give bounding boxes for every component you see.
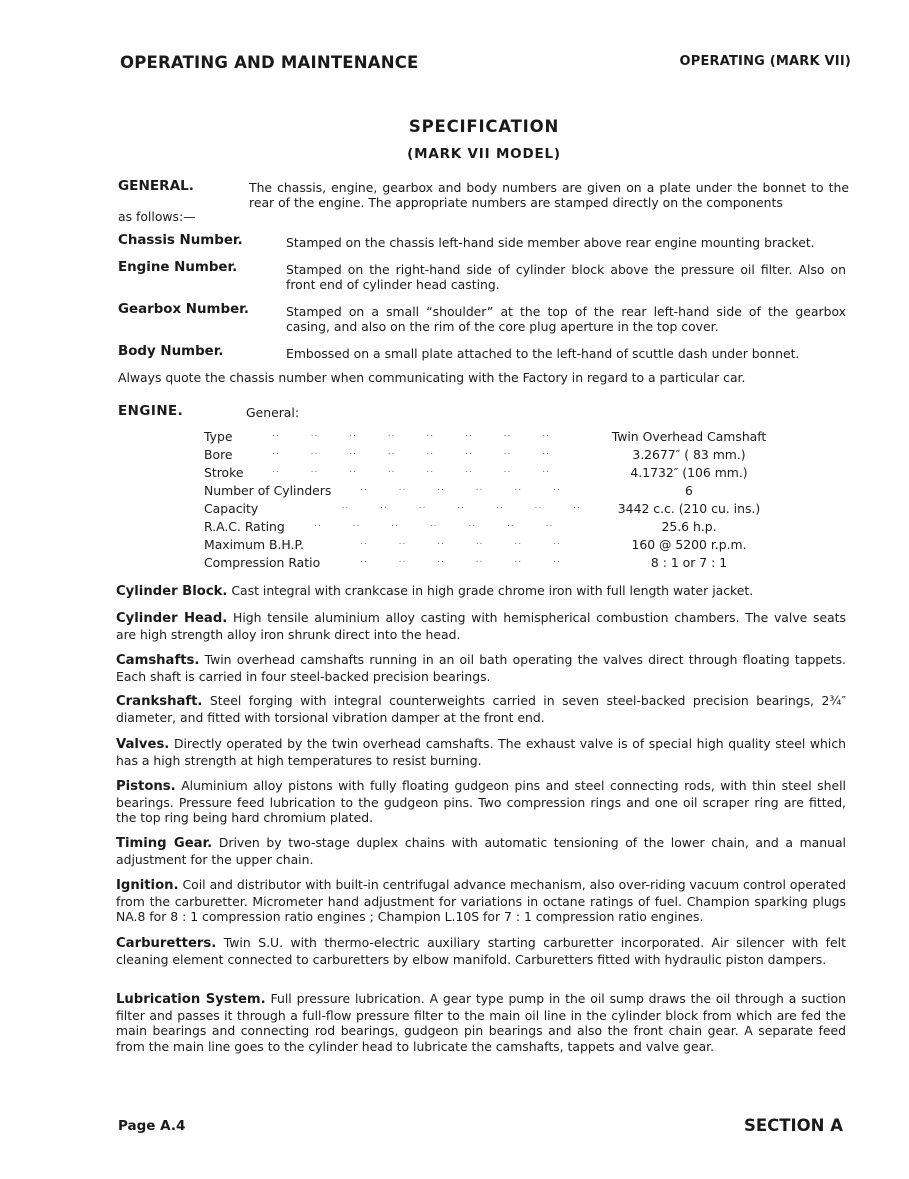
general-heading: GENERAL. xyxy=(118,178,194,194)
leader-dots: .. .. .. .. .. .. .. .. xyxy=(272,465,550,475)
gearbox-number-label: Gearbox Number. xyxy=(118,302,249,317)
section-text: Aluminium alloy pistons with fully floating gudgeon pins and steel connecting rods, with thin steel shell bearings. Pressure feed lubrication to the gudgeon pins. Two compression rings and one oil scraper ring are fitted, the top ring being hard chromium plated. xyxy=(116,778,846,825)
chassis-number-label: Chassis Number. xyxy=(118,233,243,248)
page-number: Page A.4 xyxy=(118,1118,186,1134)
spec-label: Stroke xyxy=(204,465,244,480)
chassis-quote-note: Always quote the chassis number when communicating with the Factory in regard to a particular car. xyxy=(118,370,746,385)
general-intro-cont: as follows:— xyxy=(118,209,196,224)
running-header-left: OPERATING AND MAINTENANCE xyxy=(120,53,419,72)
section-label: Cylinder Head. xyxy=(116,611,228,626)
cylinder-head-section xyxy=(116,610,846,642)
timing-gear-section xyxy=(116,835,846,867)
section-label: Crankshaft. xyxy=(116,694,203,709)
spec-label: Type xyxy=(204,429,233,444)
section-text: Directly operated by the twin overhead camshafts. The exhaust valve is of special high quality steel which has a high strength at high temperatures to resist burning. xyxy=(116,736,846,768)
spec-row xyxy=(204,429,804,447)
spec-label: Maximum B.H.P. xyxy=(204,537,304,552)
section-text: Coil and distributor with built-in centrifugal advance mechanism, also over-riding vacuum control operated from the carburetter. Micrometer hand adjustment for variations in octane ratings of fuel. Champion sparking plugs NA.8 for 8 : 1 compression ratio engines ; Champion L.10S for 7 : 1 compression ratio engines. xyxy=(116,877,846,924)
spec-value: 160 @ 5200 r.p.m. xyxy=(631,537,747,552)
page-subtitle: (MARK VII MODEL) xyxy=(407,146,561,162)
spec-value: 3442 c.c. (210 cu. ins.) xyxy=(617,501,761,516)
spec-row xyxy=(204,519,804,537)
lubrication-section xyxy=(116,991,846,1054)
valves-section xyxy=(116,736,846,768)
section-label: Carburetters. xyxy=(116,936,217,951)
general-intro: The chassis, engine, gearbox and body numbers are given on a plate under the bonnet to the rear of the engine. The appropriate numbers are stamped directly on the components xyxy=(249,180,849,210)
ignition-section xyxy=(116,877,846,925)
spec-row xyxy=(204,447,804,465)
section-text: Twin overhead camshafts running in an oil bath operating the valves direct through floating tappets. Each shaft is carried in four steel-backed precision bearings. xyxy=(116,652,846,684)
page-title: SPECIFICATION xyxy=(408,117,560,136)
spec-label: Compression Ratio xyxy=(204,555,321,570)
spec-value: 6 xyxy=(685,483,693,498)
engine-number-text: Stamped on the right-hand side of cylinder block above the pressure oil filter. Also on front end of cylinder head casting. xyxy=(286,262,846,292)
body-number-text: Embossed on a small plate attached to the left-hand of scuttle dash under bonnet. xyxy=(286,346,800,361)
spec-row xyxy=(204,537,804,555)
cylinder-block-section xyxy=(116,583,846,600)
camshafts-section xyxy=(116,652,846,684)
section-label: Timing Gear. xyxy=(116,836,213,851)
leader-dots: .. .. .. .. .. .. .. .. xyxy=(272,429,550,439)
section-text: Driven by two-stage duplex chains with automatic tensioning of the lower chain, and a manual adjustment for the upper chain. xyxy=(116,835,846,867)
leader-dots: .. .. .. .. .. .. .. xyxy=(272,501,581,511)
spec-label: R.A.C. Rating xyxy=(204,519,285,534)
spec-value: 25.6 h.p. xyxy=(661,519,717,534)
section-label: Pistons. xyxy=(116,779,176,794)
engine-general-label: General: xyxy=(246,405,300,420)
chassis-number-text: Stamped on the chassis left-hand side member above rear engine mounting bracket. xyxy=(286,235,815,250)
spec-row xyxy=(204,483,804,501)
section-label-footer: SECTION A xyxy=(743,1116,843,1135)
leader-dots: .. .. .. .. .. .. xyxy=(360,555,561,565)
spec-label: Capacity xyxy=(204,501,259,516)
leader-dots: .. .. .. .. .. .. .. .. xyxy=(272,447,550,457)
section-label: Cylinder Block. xyxy=(116,584,228,599)
spec-row xyxy=(204,555,804,573)
spec-row xyxy=(204,501,804,519)
carburetters-section xyxy=(116,935,846,967)
section-label: Valves. xyxy=(116,737,170,752)
spec-label: Number of Cylinders xyxy=(204,483,332,498)
gearbox-number-text: Stamped on a small “shoulder” at the top of the rear left-hand side of the gearbox casing, and also on the rim of the core plug aperture in the top cover. xyxy=(286,304,846,334)
leader-dots: .. .. .. .. .. .. xyxy=(360,537,561,547)
spec-value: Twin Overhead Camshaft xyxy=(611,429,767,444)
engine-heading: ENGINE. xyxy=(118,404,184,419)
leader-dots: .. .. .. .. .. .. .. xyxy=(314,519,554,529)
spec-value: 8 : 1 or 7 : 1 xyxy=(650,555,728,570)
section-label: Ignition. xyxy=(116,878,179,893)
running-header-right: OPERATING (MARK VII) xyxy=(679,54,851,69)
spec-value: 3.2677″ ( 83 mm.) xyxy=(632,447,746,462)
section-text: Cast integral with crankcase in high grade chrome iron with full length water jacket. xyxy=(231,583,754,598)
engine-number-label: Engine Number. xyxy=(118,260,238,275)
section-label: Camshafts. xyxy=(116,653,200,668)
leader-dots: .. .. .. .. .. .. xyxy=(360,483,561,493)
spec-row xyxy=(204,465,804,483)
spec-value: 4.1732″ (106 mm.) xyxy=(630,465,748,480)
body-number-label: Body Number. xyxy=(118,344,224,359)
section-text: Steel forging with integral counterweights carried in seven steel-backed precision bearings, 2¾″ diameter, and fitted with torsional vibration damper at the front end. xyxy=(116,693,846,725)
crankshaft-section xyxy=(116,693,846,725)
section-text: High tensile aluminium alloy casting with hemispherical combustion chambers. The valve seats are high strength alloy iron shrunk direct into the head. xyxy=(116,610,846,642)
spec-label: Bore xyxy=(204,447,233,462)
section-label: Lubrication System. xyxy=(116,992,266,1007)
section-text: Full pressure lubrication. A gear type pump in the oil sump draws the oil through a suction filter and passes it through a full-flow pressure filter to the main oil line in the cylinder block from which are fed the main bearings and connecting rod bearings, gudgeon pin bearings and also the front chain gear. A separate feed from the main line goes to the cylinder head to lubricate the camshafts, tappets and valve gear. xyxy=(116,991,846,1054)
section-text: Twin S.U. with thermo-electric auxiliary starting carburetter incorporated. Air silencer with felt cleaning element connected to carburetters by elbow manifold. Carburetters fitted with hydraulic piston dampers. xyxy=(116,935,846,967)
pistons-section xyxy=(116,778,846,826)
